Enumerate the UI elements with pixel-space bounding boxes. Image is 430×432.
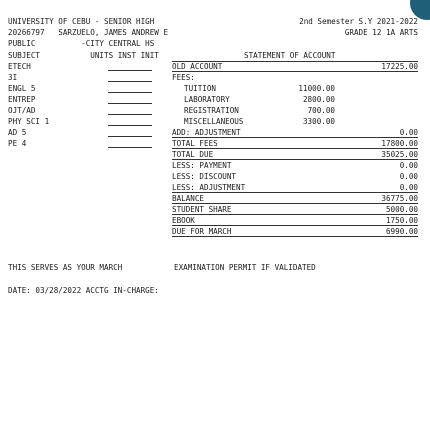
fee-value: 3300.00 xyxy=(302,117,335,126)
adjustment-value: 0.00 xyxy=(399,128,418,137)
subject-item: OJT/AD xyxy=(8,106,36,115)
statement-title: STATEMENT OF ACCOUNT xyxy=(244,51,336,60)
subject-item: AD 5 xyxy=(8,128,27,137)
fees-label: FEES: xyxy=(172,73,195,82)
fee-label: LABORATORY xyxy=(184,95,230,104)
balance-label: BALANCE xyxy=(172,194,205,203)
fee-label: TUITION xyxy=(184,84,217,93)
fee-value: 11000.00 xyxy=(298,84,335,93)
student-share-label: STUDENT SHARE xyxy=(172,205,232,214)
due-for-value: 6990.00 xyxy=(385,227,418,236)
subject-blank-line xyxy=(108,147,152,148)
student-id-name: 20266797 SARZUELO, JAMES ANDREW E xyxy=(8,28,169,37)
fee-value: 700.00 xyxy=(307,106,335,115)
subject-item: ETECH xyxy=(8,62,31,71)
student-share-value: 5000.00 xyxy=(385,205,418,214)
payment-label: LESS: PAYMENT xyxy=(172,161,232,170)
subject-item: ENTREP xyxy=(8,95,36,104)
permit-notice-left: THIS SERVES AS YOUR MARCH xyxy=(8,263,123,272)
subject-blank-line xyxy=(108,125,152,126)
discount-value: 0.00 xyxy=(399,172,418,181)
ebook-value: 1750.00 xyxy=(385,216,418,225)
old-account-label: OLD ACCOUNT xyxy=(172,62,223,71)
total-due-label: TOTAL DUE xyxy=(172,150,214,159)
adjustment-label: ADD: ADJUSTMENT xyxy=(172,128,241,137)
balance-value: 36775.00 xyxy=(381,194,418,203)
rule xyxy=(172,214,418,215)
discount-label: LESS: DISCOUNT xyxy=(172,172,237,181)
subject-item: PE 4 xyxy=(8,139,27,148)
grade-section: GRADE 12 1A ARTS xyxy=(344,28,418,37)
subject-item: 3I xyxy=(8,73,18,82)
subject-columns-header: SUBJECT UNITS INST INIT xyxy=(8,51,159,60)
subject-item: PHY SCI 1 xyxy=(8,117,50,126)
fee-value: 2800.00 xyxy=(302,95,335,104)
rule xyxy=(172,71,418,72)
payment-value: 0.00 xyxy=(399,161,418,170)
subject-blank-line xyxy=(108,92,152,93)
fee-label: MISCELLANEOUS xyxy=(184,117,244,126)
school-name: UNIVERSITY OF CEBU - SENIOR HIGH xyxy=(8,17,155,26)
subject-blank-line xyxy=(108,114,152,115)
semester-label: 2nd Semester S.Y 2021-2022 xyxy=(299,17,418,26)
due-for-label: DUE FOR MARCH xyxy=(172,227,232,236)
ebook-label: EBOOK xyxy=(172,216,195,225)
subject-blank-line xyxy=(108,103,152,104)
less-adjustment-label: LESS: ADJUSTMENT xyxy=(172,183,246,192)
old-account-value: 17225.00 xyxy=(381,62,418,71)
less-adjustment-value: 0.00 xyxy=(399,183,418,192)
subject-item: ENGL 5 xyxy=(8,84,36,93)
total-fees-value: 17800.00 xyxy=(381,139,418,148)
permit-notice-right: EXAMINATION PERMIT IF VALIDATED xyxy=(174,263,316,272)
rule xyxy=(172,236,418,237)
campus-line: PUBLIC -CITY CENTRAL HS xyxy=(8,39,155,48)
subject-blank-line xyxy=(108,70,152,71)
date-line: DATE: 03/28/2022 ACCTG IN-CHARGE: xyxy=(8,286,159,295)
subject-blank-line xyxy=(108,81,152,82)
subject-blank-line xyxy=(108,136,152,137)
total-due-value: 35025.00 xyxy=(381,150,418,159)
total-fees-label: TOTAL FEES xyxy=(172,139,218,148)
fee-label: REGISTRATION xyxy=(184,106,239,115)
